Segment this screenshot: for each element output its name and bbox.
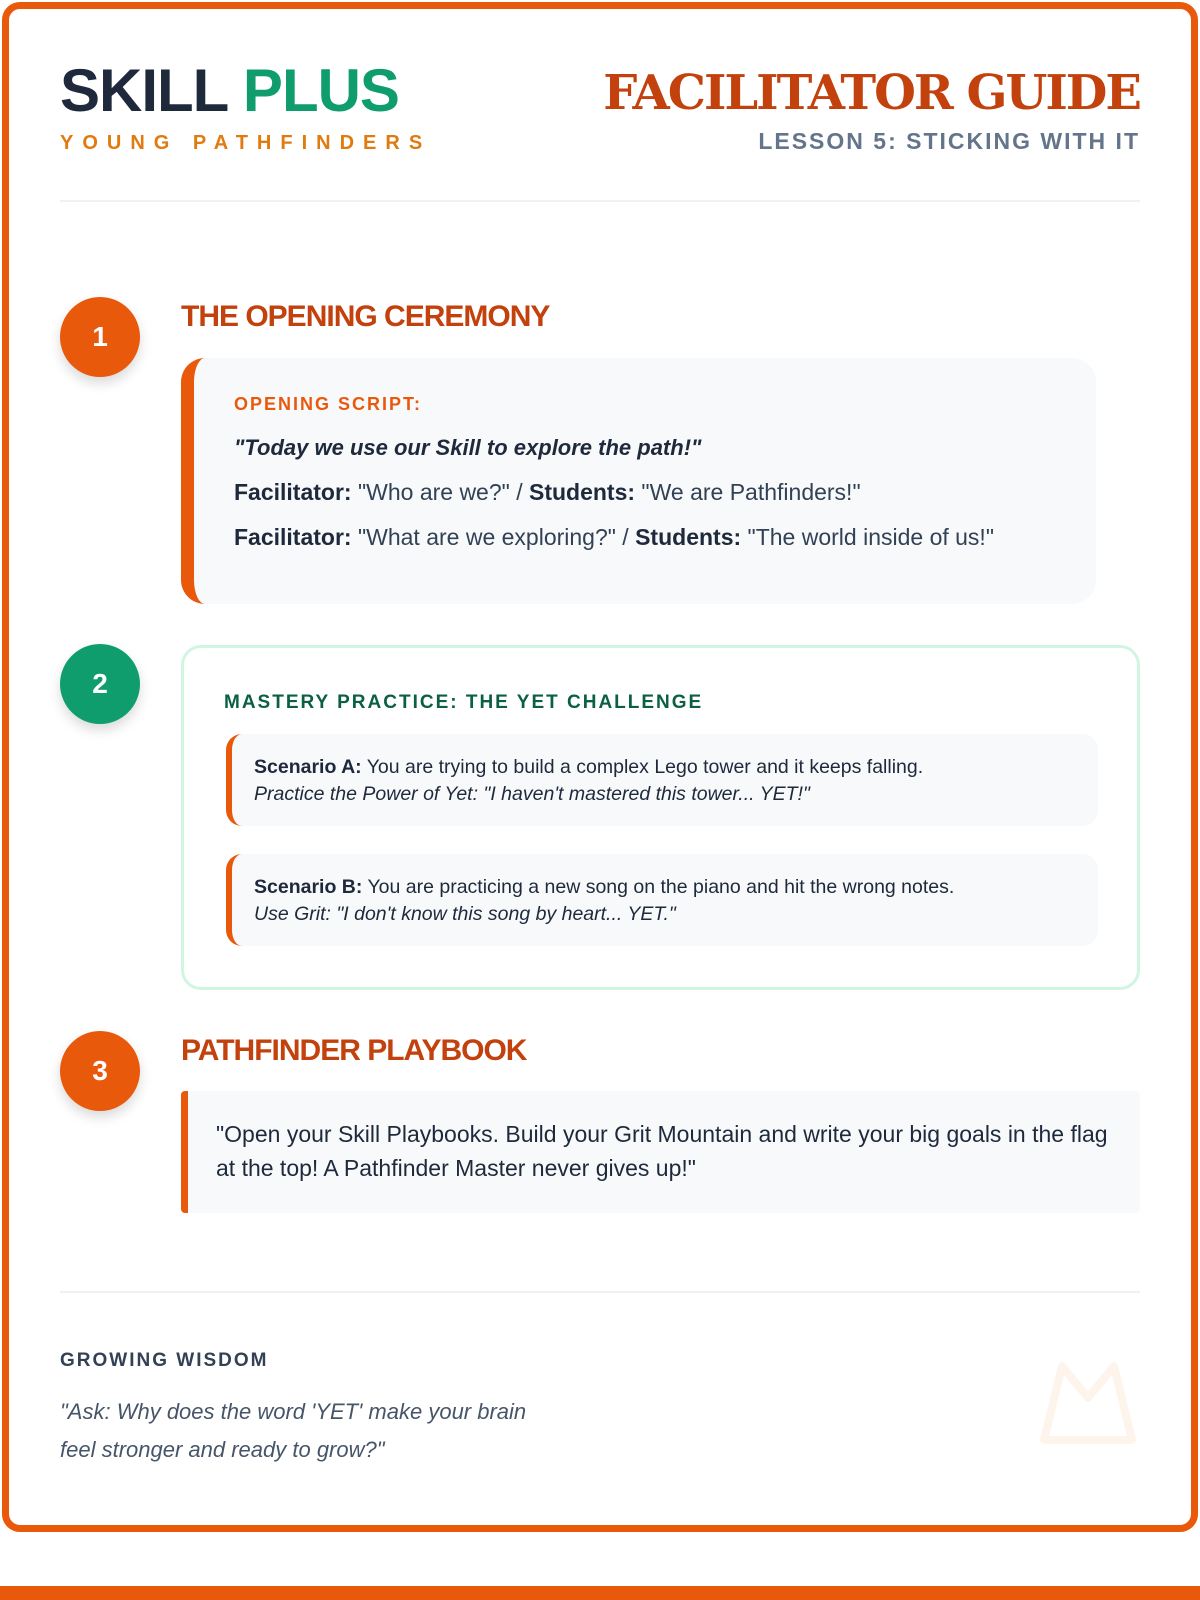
guide-header: [603, 62, 1140, 155]
scenario-line: [254, 754, 1098, 781]
step-number-2: 2: [60, 644, 140, 724]
brand-title-skill: SKILL: [60, 57, 228, 124]
scenario-line: [254, 874, 1098, 901]
brand-subtitle: YOUNG PATHFINDERS: [60, 132, 432, 154]
footer-divider: [60, 1291, 1140, 1293]
dialog-line: [234, 479, 1056, 506]
growing-wisdom-text: "Ask: Why does the word 'YET' make your brain feel stronger and ready to grow?": [60, 1399, 527, 1462]
dialog-text: "We are Pathfinders!": [635, 479, 861, 505]
scenario-tip: Use Grit: "I don't know this song by heart... YET.": [254, 903, 676, 925]
playbook-box: "Open your Skill Playbooks. Build your Grit Mountain and write your big goals in the flag at the top! A Pathfinder Master never gives up!": [181, 1091, 1140, 1213]
dialog-text: "The world inside of us!": [741, 524, 994, 550]
opening-script-label: OPENING SCRIPT:: [234, 394, 423, 414]
step-number-1: 1: [60, 297, 140, 377]
scenario-card: [226, 854, 1098, 946]
opening-quote: "Today we use our Skill to explore the path!": [234, 435, 702, 460]
lesson-title: LESSON 5: STICKING WITH IT: [758, 128, 1140, 154]
section-title-playbook: PATHFINDER PLAYBOOK: [181, 1034, 527, 1067]
growing-wisdom-label: GROWING WISDOM: [60, 1350, 269, 1371]
header-divider: [60, 200, 1140, 202]
speaker: Students:: [635, 524, 742, 550]
speaker: Facilitator:: [234, 479, 352, 505]
brand-title: [60, 56, 431, 126]
scenario-name: Scenario A:: [254, 756, 362, 778]
dialog-text: "What are we exploring?" /: [351, 524, 636, 550]
mountain-icon: [1040, 1358, 1136, 1444]
dialog-text: "Who are we?" /: [351, 479, 529, 505]
scenario-text: You are trying to build a complex Lego tower and it keeps falling.: [361, 756, 924, 778]
scenario-text: You are practicing a new song on the piano and hit the wrong notes.: [362, 876, 955, 898]
scenario-card: [226, 734, 1098, 826]
scenario-tip: Practice the Power of Yet: "I haven't mastered this tower... YET!": [254, 783, 810, 805]
speaker: Students:: [528, 479, 636, 505]
step-number-3: 3: [60, 1031, 140, 1111]
guide-title: FACILITATOR GUIDE: [603, 65, 1140, 121]
mastery-practice-box: [181, 645, 1140, 990]
section-title-opening: THE OPENING CEREMONY: [181, 300, 550, 333]
brand: [60, 56, 431, 155]
mastery-practice-label: MASTERY PRACTICE: THE YET CHALLENGE: [224, 692, 704, 713]
scenario-name: Scenario B:: [254, 876, 363, 898]
dialog-line: [234, 524, 1056, 551]
brand-title-plus: PLUS: [242, 57, 399, 124]
speaker: Facilitator:: [234, 524, 352, 550]
bottom-bar: [0, 1586, 1200, 1600]
opening-script-box: [181, 358, 1096, 604]
